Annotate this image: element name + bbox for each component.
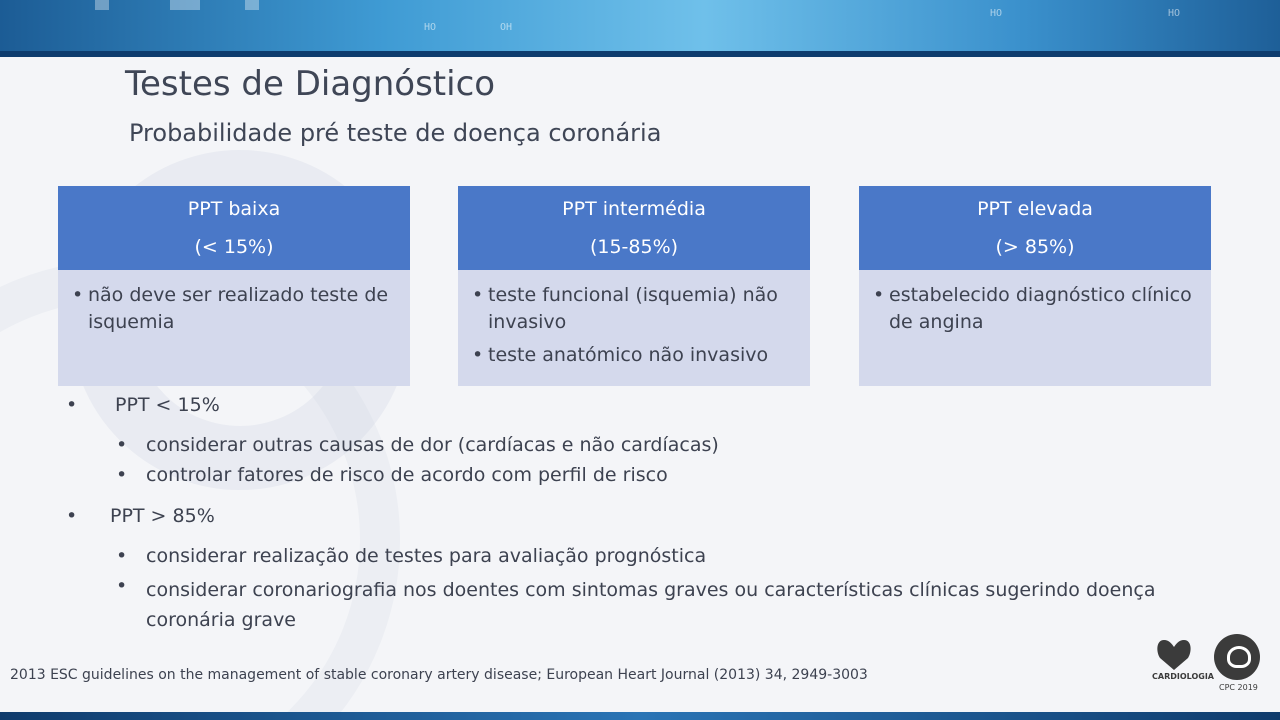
- banner-tab: [170, 0, 200, 10]
- card-item-text: teste anatómico não invasivo: [488, 344, 769, 366]
- card-item-text: teste funcional (isquemia) não invasivo: [488, 284, 778, 333]
- banner-decoration: HO: [424, 22, 437, 33]
- card-header-title: PPT intermédia: [562, 198, 706, 220]
- card-list-item: [472, 342, 798, 369]
- citation: 2013 ESC guidelines on the management of stable coronary artery disease; European Heart Journal (2013) 34, 2949-3003: [10, 667, 868, 683]
- spc-logo-text: CARDIOLOGIA: [1152, 672, 1214, 681]
- card-list-item: [472, 282, 798, 336]
- banner-tab: [95, 0, 109, 10]
- bullet-heading-high: PPT > 85%: [110, 505, 215, 527]
- bullet-item: controlar fatores de risco de acordo com perfil de risco: [146, 464, 668, 486]
- card-ppt-high: [859, 186, 1211, 386]
- banner-decoration: HO: [990, 8, 1003, 19]
- card-list-item: [72, 282, 398, 336]
- bullet-item: considerar coronariografia nos doentes com sintomas graves ou características clínicas sugerindo doença coronária grave: [146, 579, 1156, 631]
- bullet-dot: •: [873, 284, 885, 306]
- bullet-item: considerar outras causas de dor (cardíacas e não cardíacas): [146, 434, 719, 456]
- card-header: [58, 186, 410, 270]
- banner-decoration: HO: [1168, 8, 1181, 19]
- card-ppt-intermediate: [458, 186, 810, 386]
- card-header-title: PPT baixa: [187, 198, 281, 220]
- card-header-range: (15-85%): [589, 236, 679, 258]
- spc-logo: [1150, 632, 1214, 692]
- card-header: [458, 186, 810, 270]
- banner-decoration: OH: [500, 22, 513, 33]
- card-ppt-low: [58, 186, 410, 386]
- card-header-title: PPT elevada: [977, 198, 1093, 220]
- card-header-range: (> 85%): [995, 236, 1075, 258]
- slide-title: Testes de Diagnóstico: [125, 64, 496, 104]
- bullet-dot: •: [472, 344, 484, 366]
- bullet-heading-low: PPT < 15%: [115, 394, 220, 416]
- bullet-dot: •: [116, 434, 128, 456]
- card-header: [859, 186, 1211, 270]
- bullet-dot: •: [66, 505, 78, 527]
- cpc-logo-text: CPC 2019: [1219, 683, 1258, 692]
- card-body: [58, 270, 410, 336]
- bullet-item: considerar realização de testes para avaliação prognóstica: [146, 545, 707, 567]
- slide-subtitle: Probabilidade pré teste de doença coronária: [129, 119, 662, 147]
- footer-strip: [0, 712, 1280, 720]
- bullet-dot: •: [116, 545, 128, 567]
- card-body: [458, 270, 810, 369]
- card-header-range: (< 15%): [194, 236, 274, 258]
- card-item-text: estabelecido diagnóstico clínico de angina: [889, 284, 1192, 333]
- bullet-dot: •: [72, 284, 84, 306]
- header-banner: [0, 0, 1280, 57]
- bullet-dot: •: [472, 284, 484, 306]
- card-list-item: [873, 282, 1199, 336]
- card-item-text: não deve ser realizado teste de isquemia: [88, 284, 389, 333]
- cpc-logo: [1214, 634, 1260, 680]
- card-body: [859, 270, 1211, 336]
- bullet-dot: •: [116, 464, 128, 486]
- banner-tab: [245, 0, 259, 10]
- bullet-dot: •: [66, 394, 78, 416]
- bullet-dot: •: [116, 575, 128, 597]
